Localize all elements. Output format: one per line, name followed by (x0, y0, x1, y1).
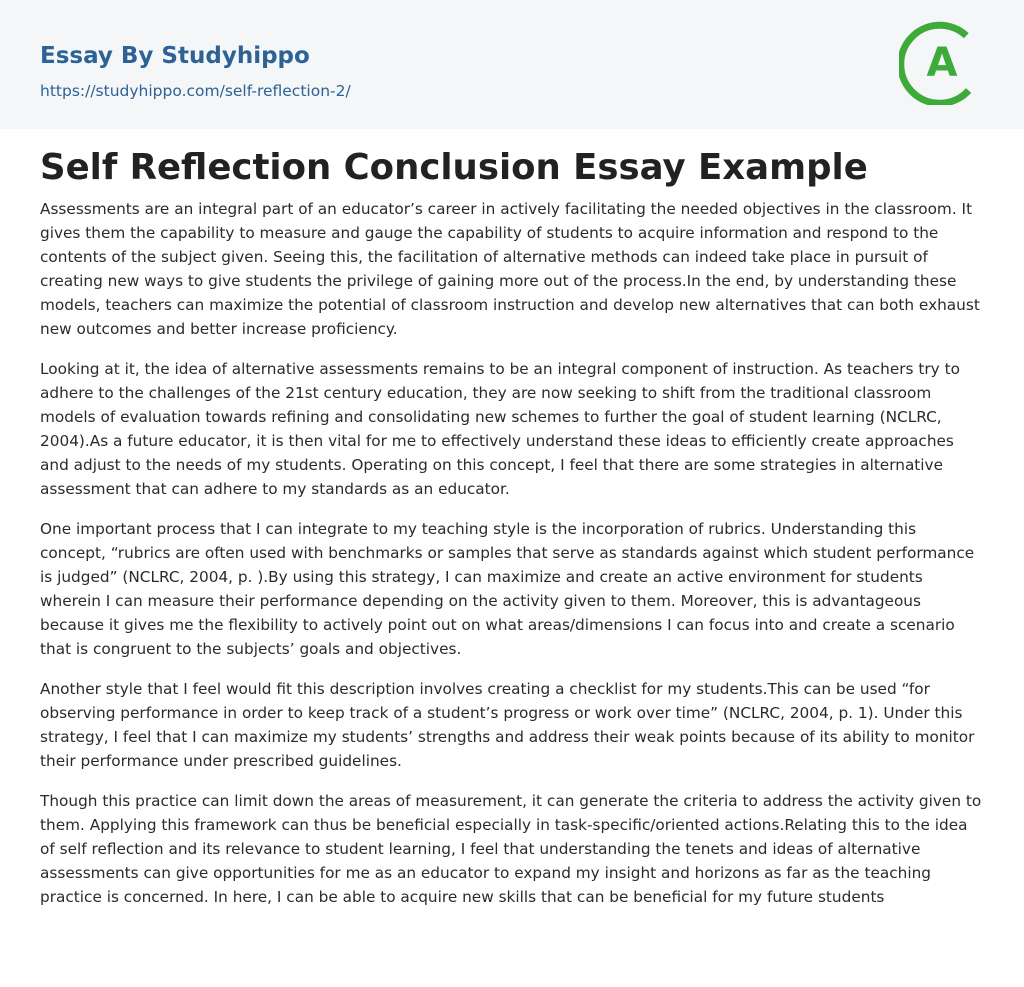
site-name: Essay By Studyhippo (40, 43, 310, 69)
essay-paragraph-5: Though this practice can limit down the areas of measurement, it can generate the criteria to address the activity given to them. Applying this framework can thus be beneficial especially in task-specific/oriented actions.Relating this to the idea of self reflection and its relevance to student learning, I feel that understanding the tenets and ideas of alternative assessments can give opportunities for me as an educator to expand my insight and horizons as far as the teaching practice is concerned. In here, I can be able to acquire new skills that can be beneficial for my future students (40, 792, 982, 906)
essay-paragraph-1: Assessments are an integral part of an educator’s career in actively facilitating the needed objectives in the classroom. It gives them the capability to measure and gauge the capability of students to acquire information and respond to the contents of the subject given. Seeing this, the facilitation of alternative methods can indeed take place in pursuit of creating new ways to give students the privilege of gaining more out of the process.In the end, by understanding these models, teachers can maximize the potential of classroom instruction and develop new alternatives that can both exhaust new outcomes and better increase proficiency. (40, 200, 980, 338)
essay-content (0, 147, 1024, 909)
studyhippo-logo-icon[interactable] (899, 19, 985, 105)
essay-paragraph-4: Another style that I feel would fit this description involves creating a checklist for my students.This can be used “for observing performance in order to keep track of a student’s progress or work over time” (NCLRC, 2004, p. 1). Under this strategy, I feel that I can maximize my students’ strengths and address their weak points because of its ability to monitor their performance under prescribed guidelines. (40, 680, 975, 770)
essay-paragraph-3: One important process that I can integrate to my teaching style is the incorporation of rubrics. Understanding this concept, “rubrics are often used with benchmarks or samples that serve as standards against which student performance is judged” (NCLRC, 2004, p. ).By using this strategy, I can maximize and create an active environment for students wherein I can measure their performance depending on the activity given to them. Moreover, this is advantageous because it gives me the flexibility to actively point out on what areas/dimensions I can focus into and create a scenario that is congruent to the subjects’ goals and objectives. (40, 520, 975, 658)
page-header (0, 0, 1024, 129)
logo-letter: A (926, 40, 958, 86)
essay-title: Self Reflection Conclusion Essay Example (40, 147, 868, 188)
essay-paragraph-2: Looking at it, the idea of alternative assessments remains to be an integral component of instruction. As teachers try to adhere to the challenges of the 21st century education, they are now seeking to shift from the traditional classroom models of evaluation towards refining and consolidating new schemes to further the goal of student learning (NCLRC, 2004).As a future educator, it is then vital for me to effectively understand these ideas to efficiently create approaches and adjust to the needs of my students. Operating on this concept, I feel that there are some strategies in alternative assessment that can adhere to my standards as an educator. (40, 360, 960, 498)
source-url-link[interactable]: https://studyhippo.com/self-reflection-2/ (40, 82, 351, 100)
